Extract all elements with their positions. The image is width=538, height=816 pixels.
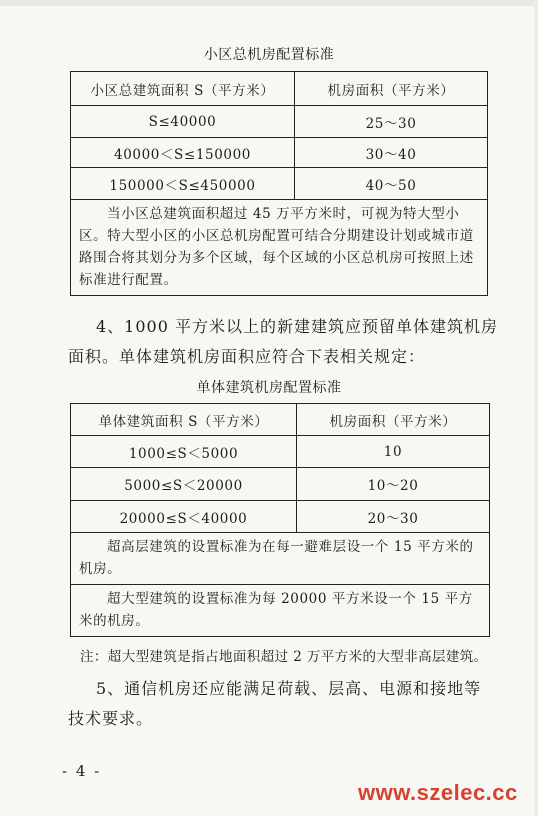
paragraph-4-text: 4、1000 平方米以上的新建建筑应预留单体建筑机房面积。单体建筑机房面积应符合下表相关规定： (68, 317, 498, 366)
table-row (71, 468, 490, 501)
paragraph-5-text: 5、通信机房还应能满足荷载、层高、电源和接地等技术要求。 (68, 679, 482, 728)
table2-cell-room: 10～20 (297, 468, 490, 501)
table2-note-row (71, 585, 490, 637)
table2-header-room: 机房面积（平方米） (297, 404, 490, 436)
table1-cell-room: 40～50 (295, 168, 488, 200)
watermark: www.szelec.cc (358, 780, 518, 805)
paragraph-5 (68, 674, 498, 734)
table1-cell-room: 30～40 (295, 138, 488, 168)
scan-top-edge (0, 0, 538, 6)
table1-note: 当小区总建筑面积超过 45 万平方米时，可视为特大型小区。特大型小区的小区总机房配置可结合分期建设计划或城市道路围合将其划分为多个区域，每个区域的小区总机房可按照上述标准进行配置。 (79, 206, 474, 288)
table2-cell-room: 10 (297, 436, 490, 468)
scan-right-edge (534, 0, 538, 816)
table2-header-row (71, 404, 490, 436)
table2-cell-area: 20000≤S＜40000 (71, 501, 297, 533)
table2-note-large-building: 超大型建筑的设置标准为每 20000 平方米设一个 15 平方米的机房。 (79, 591, 473, 629)
footnote: 注：超大型建筑是指占地面积超过 2 万平方米的大型非高层建筑。 (80, 649, 488, 665)
table-row (71, 138, 488, 168)
table2-header-area: 单体建筑面积 S（平方米） (71, 404, 297, 436)
table2-note-high-rise: 超高层建筑的设置标准为在每一避难层设一个 15 平方米的机房。 (79, 539, 474, 577)
table1-cell-area: 150000＜S≤450000 (71, 168, 295, 200)
table1-cell-area: S≤40000 (71, 106, 295, 138)
table1 (70, 71, 488, 296)
table-row (71, 436, 490, 468)
table-row (71, 168, 488, 200)
table2-note-row (71, 533, 490, 585)
table2 (70, 403, 490, 637)
table1-header-room: 机房面积（平方米） (295, 72, 488, 106)
paragraph-4 (68, 312, 498, 372)
table1-note-row (71, 200, 488, 296)
table1-cell-area: 40000＜S≤150000 (71, 138, 295, 168)
table1-cell-room: 25～30 (295, 106, 488, 138)
table2-cell-area: 5000≤S＜20000 (71, 468, 297, 501)
table-row (71, 106, 488, 138)
table1-header-row (71, 72, 488, 106)
table1-header-area: 小区总建筑面积 S（平方米） (71, 72, 295, 106)
table-row (71, 501, 490, 533)
table1-caption: 小区总机房配置标准 (203, 47, 335, 63)
table2-cell-room: 20～30 (297, 501, 490, 533)
table2-cell-area: 1000≤S＜5000 (71, 436, 297, 468)
table2-caption: 单体建筑机房配置标准 (196, 380, 342, 396)
page-number: - 4 - (62, 762, 102, 780)
